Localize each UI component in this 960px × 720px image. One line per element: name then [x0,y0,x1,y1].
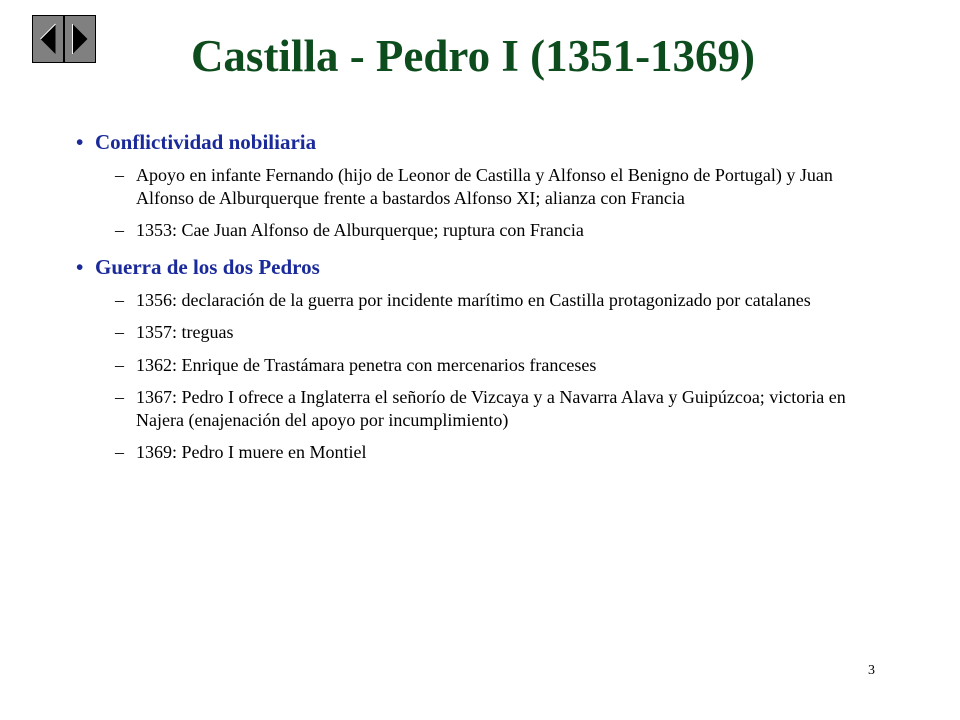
list-item-text: 1367: Pedro I ofrece a Inglaterra el señorío de Vizcaya y a Navarra Alava y Guipúzcoa; victoria en Najera (enajenación del apoyo por incumplimiento) [136,387,846,430]
list-item [115,321,855,344]
bullet-heading-text: Guerra de los dos Pedros [95,254,320,279]
dash-marker: – [115,165,124,185]
page-number: 3 [868,663,875,678]
dash-marker: – [115,354,124,375]
dash-marker: – [115,387,124,407]
list-item [115,441,855,464]
sub-list [115,164,896,242]
dash-marker: – [115,289,124,310]
bullet-marker: • [76,130,84,154]
list-item-text: 1353: Cae Juan Alfonso de Alburquerque; ruptura con Francia [136,220,584,240]
bullet-heading [76,127,896,157]
slide-content [76,127,896,474]
list-item [115,289,855,312]
sub-list [115,289,896,464]
slide-title: Castilla - Pedro I (1351-1369) [190,31,756,81]
dash-marker: – [115,442,124,462]
dash-marker: – [115,220,124,240]
section-guerra [76,252,896,464]
dash-marker: – [115,322,124,342]
bullet-heading-text: Conflictividad nobiliaria [95,130,317,154]
list-item-text: 1362: Enrique de Trastámara penetra con mercenarios franceses [136,354,597,375]
list-item-text: 1356: declaración de la guerra por incidente marítimo en Castilla protagonizado por catalanes [136,289,811,310]
bullet-heading [76,252,896,282]
bullet-marker: • [76,254,84,279]
list-item [115,386,855,431]
list-item [115,354,855,377]
list-item-text: 1369: Pedro I muere en Montiel [136,442,367,462]
list-item [115,219,855,242]
list-item-text: 1357: treguas [136,322,234,342]
list-item-text: Apoyo en infante Fernando (hijo de Leonor de Castilla y Alfonso el Benigno de Portugal) y Juan Alfonso de Alburquerque frente a bastardos Alfonso XI; alianza con Francia [136,165,833,208]
list-item [115,164,855,209]
section-conflictividad [76,127,896,242]
